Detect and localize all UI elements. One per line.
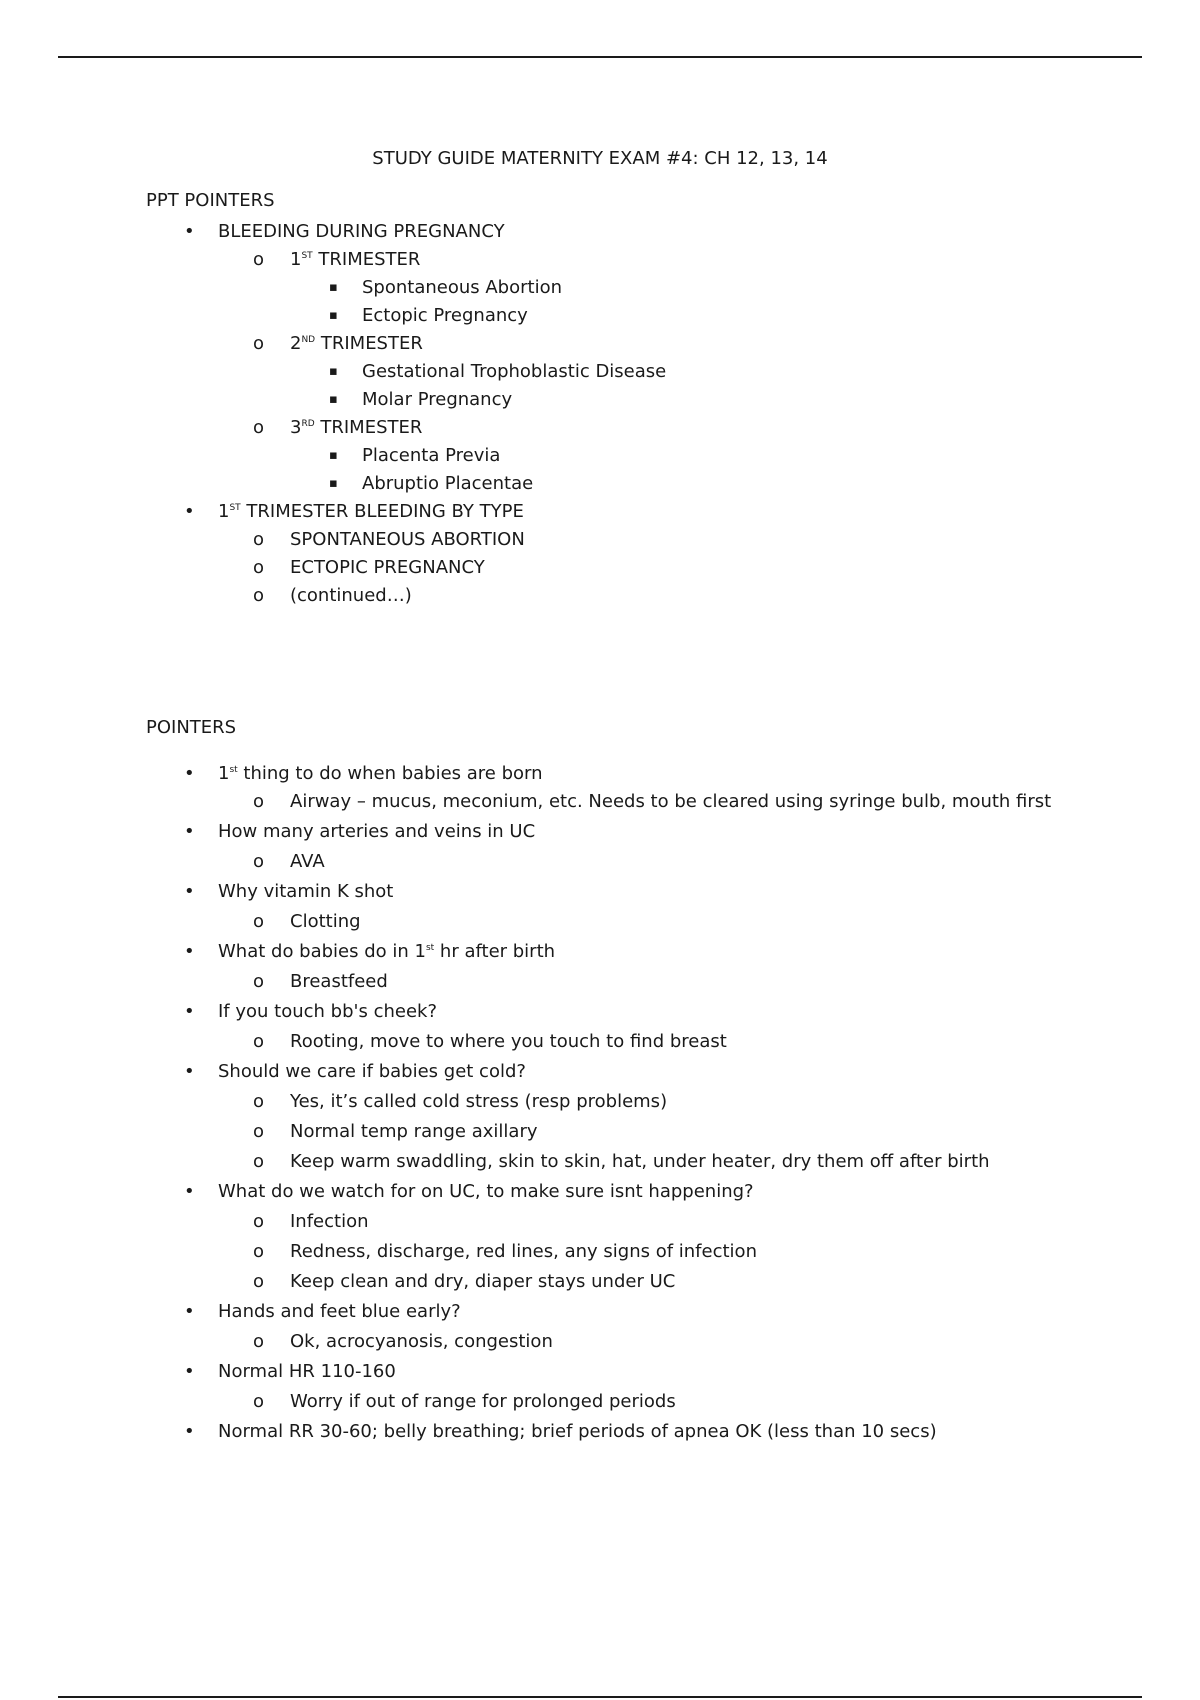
square-marker: ▪ <box>329 476 338 491</box>
document-title: STUDY GUIDE MATERNITY EXAM #4: CH 12, 13, 14 <box>372 148 828 169</box>
list-item <box>184 1301 461 1323</box>
bullet-marker: • <box>184 1301 195 1322</box>
list-item <box>253 1151 990 1173</box>
list-item <box>329 445 501 467</box>
list-item <box>184 1361 396 1383</box>
circle-marker: o <box>253 529 265 550</box>
list-item <box>253 1031 727 1053</box>
list-item-text: Molar Pregnancy <box>362 389 513 410</box>
bullet-marker: • <box>184 1061 195 1082</box>
list-item-text: TRIMESTER <box>312 249 421 270</box>
list-item <box>253 333 423 355</box>
list-item <box>253 1241 757 1263</box>
ordinal-number: 3 <box>290 417 302 438</box>
circle-marker: o <box>253 585 265 606</box>
list-item <box>253 1331 553 1353</box>
circle-marker: o <box>253 1391 265 1412</box>
list-item-text: ECTOPIC PREGNANCY <box>290 557 485 578</box>
list-item <box>329 305 528 327</box>
footer-rule <box>58 1696 1142 1698</box>
list-item <box>253 249 421 271</box>
ordinal-suffix: ST <box>301 251 313 261</box>
list-item-text: Hands and feet blue early? <box>218 1301 461 1322</box>
bullet-marker: • <box>184 501 195 522</box>
list-item <box>253 1091 668 1113</box>
list-item-text: Breastfeed <box>290 971 388 992</box>
list-item <box>329 361 667 383</box>
list-item-text: Worry if out of range for prolonged periods <box>290 1391 676 1412</box>
list-item-text: What do babies do in <box>218 941 415 962</box>
list-item-text: TRIMESTER <box>315 333 423 354</box>
list-item-text: Airway – mucus, meconium, etc. Needs to be cleared using syringe bulb, mouth first <box>290 791 1052 812</box>
list-item-text: SPONTANEOUS ABORTION <box>290 529 525 550</box>
list-item-text: Normal RR 30-60; belly breathing; brief periods of apnea OK (less than 10 secs) <box>218 1421 937 1442</box>
list-item <box>184 501 524 523</box>
circle-marker: o <box>253 1091 265 1112</box>
bullet-marker: • <box>184 763 195 784</box>
list-item-text: Clotting <box>290 911 361 932</box>
bullet-marker: • <box>184 1001 195 1022</box>
circle-marker: o <box>253 851 265 872</box>
list-item-text: Ectopic Pregnancy <box>362 305 528 326</box>
bullet-marker: • <box>184 221 195 242</box>
circle-marker: o <box>253 1121 265 1142</box>
list-item <box>329 389 513 411</box>
circle-marker: o <box>253 1331 265 1352</box>
header-rule <box>58 56 1142 58</box>
ordinal-number: 1 <box>218 763 230 784</box>
list-item <box>184 821 536 843</box>
list-item-text: Redness, discharge, red lines, any signs of infection <box>290 1241 757 1262</box>
ordinal-number: 2 <box>290 333 302 354</box>
bullet-marker: • <box>184 1361 195 1382</box>
list-item-text: Ok, acrocyanosis, congestion <box>290 1331 553 1352</box>
ordinal-suffix: RD <box>301 419 315 429</box>
ordinal-number: 1 <box>414 941 426 962</box>
list-item <box>184 763 543 785</box>
ordinal-suffix: ST <box>229 503 241 513</box>
square-marker: ▪ <box>329 392 338 407</box>
circle-marker: o <box>253 333 265 354</box>
list-item-text: Yes, it’s called cold stress (resp problems) <box>290 1091 668 1112</box>
list-item-text: Placenta Previa <box>362 445 501 466</box>
list-item <box>253 585 412 607</box>
list-item-text: thing to do when babies are born <box>237 763 543 784</box>
list-item <box>329 473 534 495</box>
list-item <box>253 529 525 551</box>
circle-marker: o <box>253 249 265 270</box>
circle-marker: o <box>253 417 265 438</box>
circle-marker: o <box>253 911 265 932</box>
list-item <box>184 881 394 903</box>
circle-marker: o <box>253 791 265 812</box>
list-item-text: (continued…) <box>290 585 412 606</box>
bullet-marker: • <box>184 1181 195 1202</box>
circle-marker: o <box>253 1211 265 1232</box>
list-item <box>184 1001 437 1023</box>
bullet-marker: • <box>184 941 195 962</box>
list-item-text: AVA <box>290 851 325 872</box>
square-marker: ▪ <box>329 308 338 323</box>
list-item <box>253 791 1052 813</box>
list-item <box>253 417 423 439</box>
ordinal-suffix: st <box>229 765 238 775</box>
bullet-marker: • <box>184 881 195 902</box>
ordinal-number: 1 <box>218 501 230 522</box>
section-heading: PPT POINTERS <box>146 190 275 211</box>
list-item-text: Why vitamin K shot <box>218 881 394 902</box>
list-item-text: Spontaneous Abortion <box>362 277 562 298</box>
list-item-text: TRIMESTER BLEEDING BY TYPE <box>240 501 524 522</box>
list-item-text: What do we watch for on UC, to make sure isnt happening? <box>218 1181 754 1202</box>
ordinal-suffix: ND <box>301 335 316 345</box>
list-item <box>253 1391 676 1413</box>
list-item <box>184 1061 526 1083</box>
list-item-text: TRIMESTER <box>314 417 423 438</box>
list-item <box>253 971 388 993</box>
list-item-text: Rooting, move to where you touch to find breast <box>290 1031 727 1052</box>
list-item <box>184 1421 937 1443</box>
list-item <box>253 1211 369 1233</box>
circle-marker: o <box>253 557 265 578</box>
list-item <box>253 557 485 579</box>
list-item-text: BLEEDING DURING PREGNANCY <box>218 221 505 242</box>
list-item-text: Normal HR 110-160 <box>218 1361 396 1382</box>
ordinal-number: 1 <box>290 249 302 270</box>
list-item-text: hr after birth <box>434 941 556 962</box>
list-item <box>253 911 361 933</box>
list-item-text: Infection <box>290 1211 369 1232</box>
list-item <box>184 941 556 963</box>
list-item <box>329 277 562 299</box>
list-item-text: Gestational Trophoblastic Disease <box>362 361 667 382</box>
list-item-text: Keep clean and dry, diaper stays under UC <box>290 1271 676 1292</box>
list-item-text: Abruptio Placentae <box>362 473 534 494</box>
list-item <box>184 221 505 243</box>
section-heading: POINTERS <box>146 717 237 738</box>
list-item <box>184 1181 754 1203</box>
circle-marker: o <box>253 971 265 992</box>
list-item <box>253 851 325 873</box>
circle-marker: o <box>253 1031 265 1052</box>
circle-marker: o <box>253 1151 265 1172</box>
bullet-marker: • <box>184 821 195 842</box>
list-item-text: Should we care if babies get cold? <box>218 1061 526 1082</box>
circle-marker: o <box>253 1241 265 1262</box>
list-item-text: Normal temp range axillary <box>290 1121 538 1142</box>
list-item <box>253 1271 676 1293</box>
bullet-marker: • <box>184 1421 195 1442</box>
list-item-text: If you touch bb's cheek? <box>218 1001 437 1022</box>
square-marker: ▪ <box>329 448 338 463</box>
list-item-text: Keep warm swaddling, skin to skin, hat, under heater, dry them off after birth <box>290 1151 990 1172</box>
ordinal-suffix: st <box>425 943 435 953</box>
list-item <box>253 1121 538 1143</box>
square-marker: ▪ <box>329 280 338 295</box>
circle-marker: o <box>253 1271 265 1292</box>
square-marker: ▪ <box>329 364 338 379</box>
list-item-text: How many arteries and veins in UC <box>218 821 536 842</box>
